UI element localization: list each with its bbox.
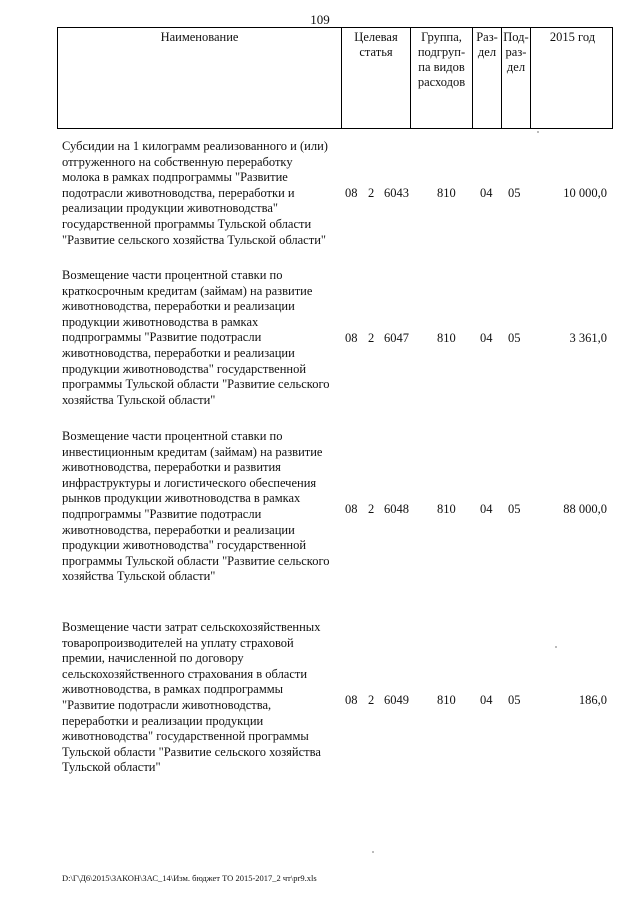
header-section bbox=[472, 28, 501, 128]
description-line: животноводства" государственной программы bbox=[62, 729, 309, 744]
description-line: подпрограммы "Развитие подотрасли bbox=[62, 330, 262, 345]
description-line: Возмещение части затрат сельскохозяйственных bbox=[62, 620, 321, 634]
expense-group: 810 bbox=[437, 331, 456, 345]
expense-group: 810 bbox=[437, 186, 456, 200]
section: 04 bbox=[480, 186, 493, 200]
target-code-subprogram: 2 bbox=[368, 693, 375, 707]
description-line: хозяйства Тульской области" bbox=[62, 569, 216, 584]
row-description bbox=[62, 429, 352, 585]
description-line: продукции животноводства в рамках bbox=[62, 314, 259, 329]
description-line: "Развитие подотрасли животноводства, bbox=[62, 697, 272, 712]
header-subsection bbox=[501, 28, 530, 128]
header-subsection-line: дел bbox=[506, 60, 526, 74]
description-line: сельскохозяйственного страхования в области bbox=[62, 666, 308, 681]
description-line: переработки и реализации продукции bbox=[62, 713, 264, 728]
header-subsection-line: раз- bbox=[505, 45, 527, 59]
subsection: 05 bbox=[508, 331, 521, 345]
row-description bbox=[62, 620, 352, 776]
description-line: подотрасли животноводства, переработки и bbox=[62, 185, 295, 200]
table-header bbox=[57, 27, 613, 129]
scan-speck bbox=[372, 851, 374, 853]
description-line: Тульской области" bbox=[62, 760, 161, 775]
header-target-line: статья bbox=[359, 45, 393, 59]
header-section-line: Раз- bbox=[476, 30, 498, 44]
target-code-program: 08 bbox=[345, 502, 358, 516]
amount-2015: 88 000,0 bbox=[563, 502, 607, 516]
scan-speck bbox=[537, 131, 539, 133]
subsection: 05 bbox=[508, 502, 521, 516]
description-line: молока в рамках подпрограммы "Развитие bbox=[62, 170, 288, 185]
description-line: реализации продукции животноводства" bbox=[62, 201, 279, 216]
description-line: "Развитие сельского хозяйства Тульской области" bbox=[62, 232, 326, 247]
header-subsection-line: Под- bbox=[503, 30, 529, 44]
target-code-subprogram: 2 bbox=[368, 331, 375, 345]
description-line: товаропроизводителей на уплату страховой bbox=[62, 635, 294, 650]
header-group-line: подгруп- bbox=[417, 45, 466, 59]
header-expense-group bbox=[410, 28, 472, 128]
expense-group: 810 bbox=[437, 502, 456, 516]
target-code-direction: 6049 bbox=[384, 693, 409, 707]
expense-group: 810 bbox=[437, 693, 456, 707]
page-number: 109 bbox=[310, 12, 330, 27]
target-code-program: 08 bbox=[345, 331, 358, 345]
target-code-direction: 6047 bbox=[384, 331, 409, 345]
target-code-direction: 6043 bbox=[384, 186, 409, 200]
description-line: продукции животноводства" государственной bbox=[62, 538, 307, 553]
description-line: инфраструктуры и логистического обеспечения bbox=[62, 475, 317, 490]
description-line: премии, начисленной по договору bbox=[62, 651, 244, 666]
amount-2015: 3 361,0 bbox=[569, 331, 607, 345]
section: 04 bbox=[480, 693, 493, 707]
target-code-program: 08 bbox=[345, 186, 358, 200]
description-line: программы Тульской области "Развитие сельского bbox=[62, 553, 330, 568]
description-line: Субсидии на 1 килограмм реализованного и (или) bbox=[62, 139, 328, 153]
description-line: животноводства, в рамках подпрограммы bbox=[62, 682, 284, 697]
header-group-line: расходов bbox=[417, 75, 466, 89]
row-description bbox=[62, 268, 352, 408]
description-line: животноводства, переработки и реализации bbox=[62, 345, 295, 360]
amount-2015: 186,0 bbox=[578, 693, 607, 707]
target-code-program: 08 bbox=[345, 693, 358, 707]
header-group-line: па видов bbox=[418, 60, 465, 74]
row-description bbox=[62, 139, 352, 248]
header-target-line: Целевая bbox=[354, 30, 398, 44]
target-code-subprogram: 2 bbox=[368, 502, 375, 516]
description-line: хозяйства Тульской области" bbox=[62, 392, 216, 407]
subsection: 05 bbox=[508, 693, 521, 707]
target-code-direction: 6048 bbox=[384, 502, 409, 516]
subsection: 05 bbox=[508, 186, 521, 200]
section: 04 bbox=[480, 502, 493, 516]
description-line: животноводства, переработки и развития bbox=[62, 460, 281, 475]
description-line: программы Тульской области "Развитие сельского bbox=[62, 377, 330, 392]
scan-speck bbox=[555, 646, 557, 648]
description-line: Возмещение части процентной ставки по bbox=[62, 429, 283, 443]
description-line: государственной программы Тульской области bbox=[62, 216, 312, 231]
description-line: животноводства, переработки и реализации bbox=[62, 522, 295, 537]
header-section-line: дел bbox=[477, 45, 497, 59]
description-line: животноводства, переработки и реализации bbox=[62, 299, 295, 314]
description-line: подпрограммы "Развитие подотрасли bbox=[62, 506, 262, 521]
header-year: 2015 год bbox=[530, 28, 614, 128]
description-line: продукции животноводства" государственной bbox=[62, 361, 307, 376]
description-line: Тульской области "Развитие сельского хозяйства bbox=[62, 744, 321, 759]
header-name: Наименование bbox=[160, 30, 239, 44]
description-line: инвестиционным кредитам (займам) на развитие bbox=[62, 444, 323, 459]
description-line: отгруженного на собственную переработку bbox=[62, 154, 293, 169]
header-target-article bbox=[341, 28, 410, 128]
description-line: краткосрочным кредитам (займам) на развитие bbox=[62, 283, 313, 298]
footer-file-path: D:\Г\Д6\2015\ЗАКОН\ЗАС_14\Изм. бюджет ТО 2015-2017_2 чт\pr9.xls bbox=[62, 873, 317, 883]
description-line: Возмещение части процентной ставки по bbox=[62, 268, 283, 282]
description-line: рынков продукции животноводства в рамках bbox=[62, 491, 301, 506]
amount-2015: 10 000,0 bbox=[563, 186, 607, 200]
section: 04 bbox=[480, 331, 493, 345]
header-group-line: Группа, bbox=[421, 30, 462, 44]
target-code-subprogram: 2 bbox=[368, 186, 375, 200]
